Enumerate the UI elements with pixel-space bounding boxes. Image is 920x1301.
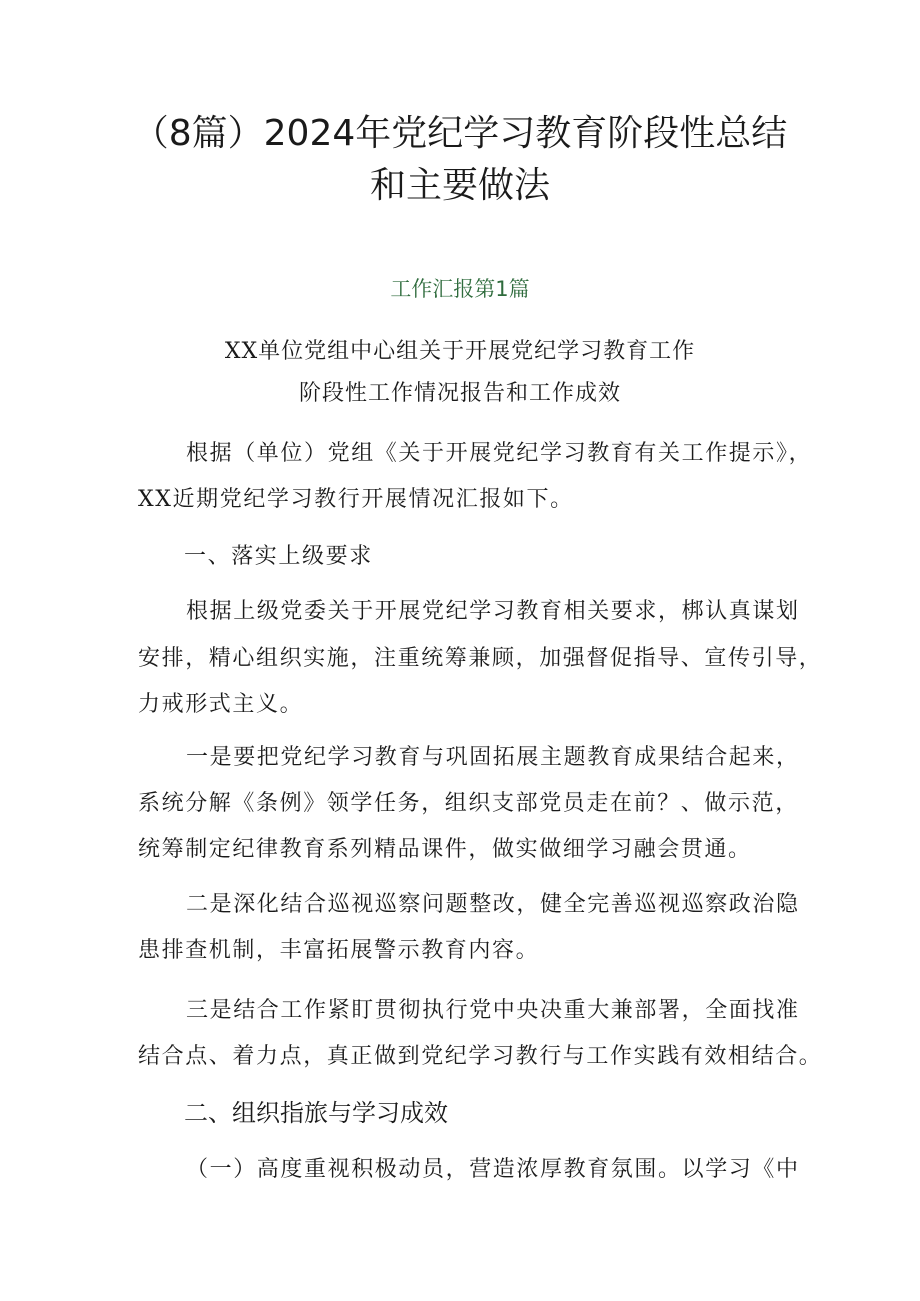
intro-line-2: XX近期党纪学习教行开展情况汇报如下。 [138, 487, 574, 512]
paragraph-2-line-2: 系统分解《条例》领学任务，组织支部党员走在前？、做示范， [138, 791, 799, 816]
document-title-line-2: 和主要做法 [369, 165, 550, 206]
paragraph-1-line-1: 根据上级党委关于开展党纪学习教育相关要求，梆认真谋划 [186, 599, 800, 624]
paragraph-3-line-2: 患排查机制，丰富拓展警示教育内容。 [138, 938, 540, 963]
document-title-line-1: （8篇）2024年党纪学习教育阶段性总结 [132, 113, 788, 154]
report-subtitle-line-1: XX单位党组中心组关于开展党纪学习教育工作 [224, 339, 696, 364]
report-subtitle-line-2: 阶段性工作情况报告和工作成效 [298, 381, 621, 406]
section-label: 工作汇报第1篇 [390, 277, 530, 301]
paragraph-1-line-3: 力戒形式主义。 [138, 692, 304, 717]
paragraph-4-line-1: 三是结合工作紧盯贯彻执行党中央决重大兼部署，全面找准 [186, 998, 800, 1023]
paragraph-1-line-2: 安排，精心组织实施，注重统筹兼顾，加强督促指导、宣传引导， [138, 646, 823, 671]
intro-line-1: 根据（单位）党组《关于开展党纪学习教育有关工作提示》， [186, 441, 813, 466]
heading-one: 一、落实上级要求 [184, 544, 373, 569]
paragraph-4-line-2: 结合点、着力点，真正做到党纪学习教行与工作实践有效相结合。 [138, 1044, 823, 1069]
paragraph-2-line-3: 统筹制定纪律教育系列精品课件，做实做细学习融会贯通。 [138, 837, 752, 862]
paragraph-2-line-1: 一是要把党纪学习教育与巩固拓展主题教育成果结合起来， [186, 745, 800, 770]
heading-two: 二、组织指旅与学习成效 [184, 1099, 448, 1127]
paragraph-5-line-1: （一）高度重视积极动员，营造浓厚教育氛围。以学习《中 [186, 1157, 800, 1182]
paragraph-3-line-1: 二是深化结合巡视巡察问题整改，健全完善巡视巡察政治隐 [186, 892, 800, 917]
